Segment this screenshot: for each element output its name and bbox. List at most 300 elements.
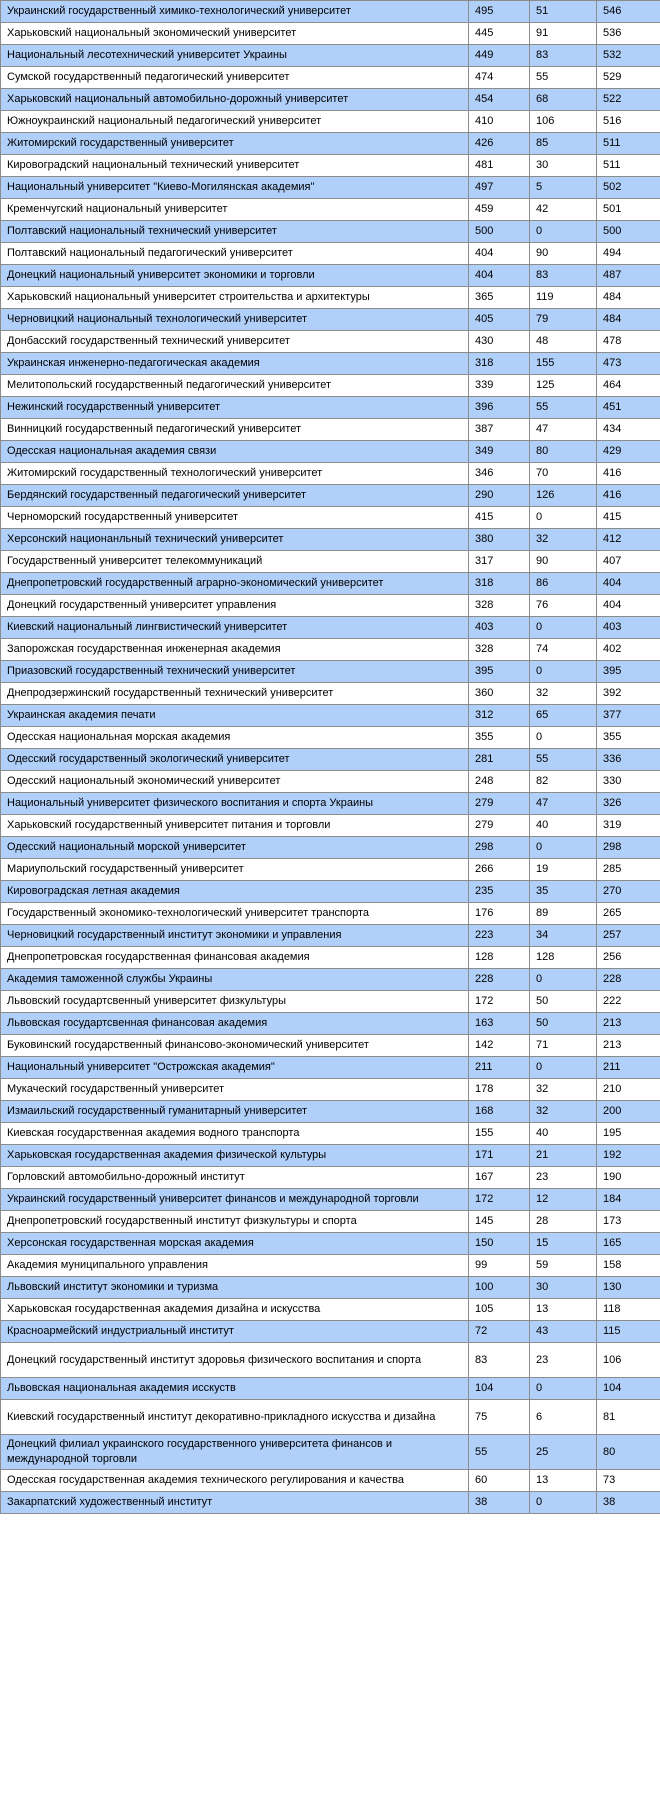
value-a-cell: 83 (469, 1343, 530, 1378)
table-row (1, 67, 660, 89)
total-cell: 511 (597, 133, 660, 155)
value-a-cell: 387 (469, 419, 530, 441)
value-b-cell: 0 (530, 221, 597, 243)
table-row (1, 1299, 660, 1321)
value-b-cell: 85 (530, 133, 597, 155)
value-a-cell: 55 (469, 1435, 530, 1470)
total-cell: 213 (597, 1013, 660, 1035)
university-name-cell: Одесская государственная академия технического регулирования и качества (1, 1470, 469, 1492)
value-a-cell: 318 (469, 353, 530, 375)
value-a-cell: 167 (469, 1167, 530, 1189)
table-row (1, 309, 660, 331)
table-row (1, 661, 660, 683)
table-row (1, 221, 660, 243)
value-b-cell: 0 (530, 1378, 597, 1400)
total-cell: 501 (597, 199, 660, 221)
university-name-cell: Полтавский национальный педагогический университет (1, 243, 469, 265)
value-b-cell: 106 (530, 111, 597, 133)
university-name-cell: Академия муниципального управления (1, 1255, 469, 1277)
value-a-cell: 105 (469, 1299, 530, 1321)
university-name-cell: Черновицкий национальный технологический университет (1, 309, 469, 331)
total-cell: 298 (597, 837, 660, 859)
university-name-cell: Южноукраинский национальный педагогический университет (1, 111, 469, 133)
value-b-cell: 89 (530, 903, 597, 925)
table-row (1, 815, 660, 837)
university-name-cell: Государственный университет телекоммуникаций (1, 551, 469, 573)
university-name-cell: Херсонская государственная морская академия (1, 1233, 469, 1255)
table-row (1, 1435, 660, 1470)
total-cell: 38 (597, 1492, 660, 1514)
total-cell: 285 (597, 859, 660, 881)
university-name-cell: Запорожская государственная инженерная академия (1, 639, 469, 661)
value-a-cell: 312 (469, 705, 530, 727)
table-row (1, 1101, 660, 1123)
value-b-cell: 35 (530, 881, 597, 903)
total-cell: 256 (597, 947, 660, 969)
value-a-cell: 155 (469, 1123, 530, 1145)
value-b-cell: 42 (530, 199, 597, 221)
value-a-cell: 248 (469, 771, 530, 793)
total-cell: 392 (597, 683, 660, 705)
table-row (1, 1211, 660, 1233)
value-a-cell: 290 (469, 485, 530, 507)
value-a-cell: 75 (469, 1400, 530, 1435)
value-b-cell: 0 (530, 1492, 597, 1514)
total-cell: 319 (597, 815, 660, 837)
university-name-cell: Донецкий государственный университет управления (1, 595, 469, 617)
university-name-cell: Киевский государственный институт декоративно-прикладного искусства и дизайна (1, 1400, 469, 1435)
total-cell: 165 (597, 1233, 660, 1255)
table-row (1, 155, 660, 177)
value-b-cell: 5 (530, 177, 597, 199)
total-cell: 402 (597, 639, 660, 661)
value-b-cell: 32 (530, 529, 597, 551)
table-row (1, 947, 660, 969)
total-cell: 265 (597, 903, 660, 925)
table-row (1, 375, 660, 397)
total-cell: 73 (597, 1470, 660, 1492)
value-b-cell: 125 (530, 375, 597, 397)
university-name-cell: Одесская национальная морская академия (1, 727, 469, 749)
total-cell: 532 (597, 45, 660, 67)
university-name-cell: Харьковская государственная академия физической культуры (1, 1145, 469, 1167)
value-a-cell: 211 (469, 1057, 530, 1079)
value-a-cell: 266 (469, 859, 530, 881)
university-name-cell: Государственный экономико-технологический университет транспорта (1, 903, 469, 925)
value-a-cell: 38 (469, 1492, 530, 1514)
table-row (1, 1400, 660, 1435)
total-cell: 478 (597, 331, 660, 353)
total-cell: 355 (597, 727, 660, 749)
total-cell: 473 (597, 353, 660, 375)
total-cell: 330 (597, 771, 660, 793)
university-name-cell: Одесский национальный морской университет (1, 837, 469, 859)
total-cell: 158 (597, 1255, 660, 1277)
table-row (1, 1233, 660, 1255)
value-b-cell: 47 (530, 419, 597, 441)
university-name-cell: Житомирский государственный технологический университет (1, 463, 469, 485)
university-name-cell: Кировоградский национальный технический университет (1, 155, 469, 177)
value-b-cell: 0 (530, 507, 597, 529)
table-row (1, 1343, 660, 1378)
value-a-cell: 172 (469, 991, 530, 1013)
value-a-cell: 500 (469, 221, 530, 243)
total-cell: 213 (597, 1035, 660, 1057)
table-row (1, 287, 660, 309)
university-name-cell: Закарпатский художественный институт (1, 1492, 469, 1514)
value-b-cell: 59 (530, 1255, 597, 1277)
value-a-cell: 481 (469, 155, 530, 177)
table-row (1, 727, 660, 749)
value-a-cell: 145 (469, 1211, 530, 1233)
total-cell: 326 (597, 793, 660, 815)
table-row (1, 639, 660, 661)
table-row (1, 793, 660, 815)
value-a-cell: 228 (469, 969, 530, 991)
value-b-cell: 12 (530, 1189, 597, 1211)
value-b-cell: 71 (530, 1035, 597, 1057)
value-a-cell: 60 (469, 1470, 530, 1492)
value-b-cell: 82 (530, 771, 597, 793)
total-cell: 270 (597, 881, 660, 903)
table-row (1, 485, 660, 507)
table-row (1, 969, 660, 991)
value-a-cell: 99 (469, 1255, 530, 1277)
value-a-cell: 328 (469, 639, 530, 661)
total-cell: 484 (597, 309, 660, 331)
table-row (1, 1057, 660, 1079)
total-cell: 200 (597, 1101, 660, 1123)
total-cell: 190 (597, 1167, 660, 1189)
university-name-cell: Национальный университет "Острожская академия" (1, 1057, 469, 1079)
ranking-table-body (1, 1, 660, 1514)
value-b-cell: 23 (530, 1167, 597, 1189)
value-b-cell: 65 (530, 705, 597, 727)
table-row (1, 991, 660, 1013)
university-name-cell: Мукаческий государственный университет (1, 1079, 469, 1101)
value-a-cell: 454 (469, 89, 530, 111)
table-row (1, 265, 660, 287)
value-b-cell: 128 (530, 947, 597, 969)
table-row (1, 1013, 660, 1035)
value-a-cell: 328 (469, 595, 530, 617)
value-b-cell: 91 (530, 23, 597, 45)
value-b-cell: 55 (530, 749, 597, 771)
table-row (1, 353, 660, 375)
university-name-cell: Львовская национальная академия исскуств (1, 1378, 469, 1400)
total-cell: 104 (597, 1378, 660, 1400)
value-a-cell: 176 (469, 903, 530, 925)
university-name-cell: Буковинский государственный финансово-экономический университет (1, 1035, 469, 1057)
value-a-cell: 430 (469, 331, 530, 353)
university-name-cell: Днепропетровский государственный институт физкультуры и спорта (1, 1211, 469, 1233)
university-name-cell: Херсонский национанльный технический университет (1, 529, 469, 551)
value-a-cell: 395 (469, 661, 530, 683)
value-a-cell: 497 (469, 177, 530, 199)
value-b-cell: 50 (530, 991, 597, 1013)
table-row (1, 133, 660, 155)
value-a-cell: 346 (469, 463, 530, 485)
university-name-cell: Одесская национальная академия связи (1, 441, 469, 463)
university-name-cell: Харьковский национальный университет строительства и архитектуры (1, 287, 469, 309)
table-row (1, 89, 660, 111)
total-cell: 184 (597, 1189, 660, 1211)
total-cell: 80 (597, 1435, 660, 1470)
value-b-cell: 32 (530, 683, 597, 705)
university-name-cell: Красноармейский индустриальный институт (1, 1321, 469, 1343)
value-b-cell: 74 (530, 639, 597, 661)
university-name-cell: Донбасский государственный технический университет (1, 331, 469, 353)
total-cell: 546 (597, 1, 660, 23)
university-name-cell: Бердянский государственный педагогический университет (1, 485, 469, 507)
table-row (1, 573, 660, 595)
total-cell: 416 (597, 485, 660, 507)
university-name-cell: Львовский институт экономики и туризма (1, 1277, 469, 1299)
total-cell: 412 (597, 529, 660, 551)
table-row (1, 45, 660, 67)
value-b-cell: 30 (530, 155, 597, 177)
value-b-cell: 50 (530, 1013, 597, 1035)
table-row (1, 1492, 660, 1514)
value-b-cell: 19 (530, 859, 597, 881)
table-row (1, 617, 660, 639)
value-b-cell: 0 (530, 617, 597, 639)
university-name-cell: Львовский государтсвенный университет физкультуры (1, 991, 469, 1013)
university-name-cell: Горловский автомобильно-дорожный институт (1, 1167, 469, 1189)
table-row (1, 903, 660, 925)
total-cell: 522 (597, 89, 660, 111)
value-b-cell: 76 (530, 595, 597, 617)
table-row (1, 595, 660, 617)
value-a-cell: 100 (469, 1277, 530, 1299)
table-row (1, 771, 660, 793)
university-name-cell: Харьковская государственная академия дизайна и искусства (1, 1299, 469, 1321)
value-b-cell: 32 (530, 1101, 597, 1123)
table-row (1, 683, 660, 705)
university-name-cell: Сумской государственный педагогический университет (1, 67, 469, 89)
total-cell: 407 (597, 551, 660, 573)
value-a-cell: 459 (469, 199, 530, 221)
total-cell: 536 (597, 23, 660, 45)
value-a-cell: 380 (469, 529, 530, 551)
value-b-cell: 55 (530, 397, 597, 419)
table-row (1, 1189, 660, 1211)
total-cell: 211 (597, 1057, 660, 1079)
total-cell: 130 (597, 1277, 660, 1299)
university-name-cell: Днепродзержинский государственный технический университет (1, 683, 469, 705)
total-cell: 336 (597, 749, 660, 771)
table-row (1, 1, 660, 23)
university-name-cell: Мариупольский государственный университет (1, 859, 469, 881)
table-row (1, 397, 660, 419)
university-name-cell: Измаильский государственный гуманитарный университет (1, 1101, 469, 1123)
university-name-cell: Одесский национальный экономический университет (1, 771, 469, 793)
value-b-cell: 21 (530, 1145, 597, 1167)
table-row (1, 463, 660, 485)
value-b-cell: 32 (530, 1079, 597, 1101)
value-b-cell: 68 (530, 89, 597, 111)
total-cell: 115 (597, 1321, 660, 1343)
table-row (1, 529, 660, 551)
total-cell: 484 (597, 287, 660, 309)
value-a-cell: 445 (469, 23, 530, 45)
university-name-cell: Днепропетровский государственный аграрно-экономический университет (1, 573, 469, 595)
table-row (1, 1035, 660, 1057)
total-cell: 464 (597, 375, 660, 397)
value-b-cell: 6 (530, 1400, 597, 1435)
total-cell: 395 (597, 661, 660, 683)
table-row (1, 243, 660, 265)
university-name-cell: Кременчугский национальный университет (1, 199, 469, 221)
value-a-cell: 150 (469, 1233, 530, 1255)
university-name-cell: Национальный университет физического воспитания и спорта Украины (1, 793, 469, 815)
total-cell: 529 (597, 67, 660, 89)
table-row (1, 551, 660, 573)
value-a-cell: 171 (469, 1145, 530, 1167)
value-b-cell: 25 (530, 1435, 597, 1470)
value-a-cell: 365 (469, 287, 530, 309)
university-name-cell: Харьковский национальный автомобильно-дорожный университет (1, 89, 469, 111)
value-a-cell: 474 (469, 67, 530, 89)
value-b-cell: 86 (530, 573, 597, 595)
university-name-cell: Академия таможенной службы Украины (1, 969, 469, 991)
university-name-cell: Житомирский государственный университет (1, 133, 469, 155)
value-a-cell: 403 (469, 617, 530, 639)
table-row (1, 23, 660, 45)
value-b-cell: 40 (530, 815, 597, 837)
value-b-cell: 40 (530, 1123, 597, 1145)
total-cell: 210 (597, 1079, 660, 1101)
total-cell: 429 (597, 441, 660, 463)
total-cell: 257 (597, 925, 660, 947)
table-row (1, 1255, 660, 1277)
table-row (1, 881, 660, 903)
university-name-cell: Харьковский национальный экономический университет (1, 23, 469, 45)
table-row (1, 199, 660, 221)
value-b-cell: 48 (530, 331, 597, 353)
university-name-cell: Украинская инженерно-педагогическая академия (1, 353, 469, 375)
value-b-cell: 28 (530, 1211, 597, 1233)
value-b-cell: 43 (530, 1321, 597, 1343)
table-row (1, 837, 660, 859)
value-b-cell: 0 (530, 969, 597, 991)
table-row (1, 111, 660, 133)
total-cell: 228 (597, 969, 660, 991)
value-a-cell: 495 (469, 1, 530, 23)
university-name-cell: Полтавский национальный технический университет (1, 221, 469, 243)
total-cell: 192 (597, 1145, 660, 1167)
value-b-cell: 15 (530, 1233, 597, 1255)
value-a-cell: 317 (469, 551, 530, 573)
value-a-cell: 142 (469, 1035, 530, 1057)
value-b-cell: 90 (530, 551, 597, 573)
value-a-cell: 360 (469, 683, 530, 705)
value-b-cell: 80 (530, 441, 597, 463)
university-name-cell: Кировоградская летная академия (1, 881, 469, 903)
total-cell: 500 (597, 221, 660, 243)
value-b-cell: 126 (530, 485, 597, 507)
value-a-cell: 279 (469, 793, 530, 815)
value-a-cell: 405 (469, 309, 530, 331)
table-row (1, 1167, 660, 1189)
table-row (1, 1470, 660, 1492)
university-name-cell: Винницкий государственный педагогический университет (1, 419, 469, 441)
value-a-cell: 349 (469, 441, 530, 463)
value-a-cell: 104 (469, 1378, 530, 1400)
table-row (1, 419, 660, 441)
table-row (1, 1321, 660, 1343)
value-b-cell: 13 (530, 1299, 597, 1321)
table-row (1, 1123, 660, 1145)
university-name-cell: Мелитопольский государственный педагогический университет (1, 375, 469, 397)
university-name-cell: Национальный университет "Киево-Могилянская академия" (1, 177, 469, 199)
value-a-cell: 355 (469, 727, 530, 749)
table-row (1, 1378, 660, 1400)
total-cell: 195 (597, 1123, 660, 1145)
total-cell: 404 (597, 595, 660, 617)
university-name-cell: Национальный лесотехнический университет Украины (1, 45, 469, 67)
value-b-cell: 0 (530, 837, 597, 859)
university-name-cell: Черновицкий государственный институт экономики и управления (1, 925, 469, 947)
table-row (1, 441, 660, 463)
value-a-cell: 449 (469, 45, 530, 67)
value-a-cell: 415 (469, 507, 530, 529)
value-b-cell: 13 (530, 1470, 597, 1492)
value-a-cell: 168 (469, 1101, 530, 1123)
value-b-cell: 119 (530, 287, 597, 309)
value-a-cell: 298 (469, 837, 530, 859)
university-name-cell: Черноморский государственный университет (1, 507, 469, 529)
value-a-cell: 72 (469, 1321, 530, 1343)
table-row (1, 749, 660, 771)
table-row (1, 859, 660, 881)
university-name-cell: Донецкий национальный университет экономики и торговли (1, 265, 469, 287)
university-name-cell: Киевский национальный лингвистический университет (1, 617, 469, 639)
university-name-cell: Днепропетровская государственная финансовая академия (1, 947, 469, 969)
table-row (1, 507, 660, 529)
value-b-cell: 34 (530, 925, 597, 947)
total-cell: 511 (597, 155, 660, 177)
total-cell: 451 (597, 397, 660, 419)
table-row (1, 177, 660, 199)
value-a-cell: 163 (469, 1013, 530, 1035)
value-a-cell: 128 (469, 947, 530, 969)
value-a-cell: 279 (469, 815, 530, 837)
university-name-cell: Киевская государственная академия водного транспорта (1, 1123, 469, 1145)
university-name-cell: Одесский государственный экологический университет (1, 749, 469, 771)
value-b-cell: 155 (530, 353, 597, 375)
university-name-cell: Харьковский государственный университет питания и торговли (1, 815, 469, 837)
total-cell: 434 (597, 419, 660, 441)
total-cell: 106 (597, 1343, 660, 1378)
value-a-cell: 426 (469, 133, 530, 155)
total-cell: 516 (597, 111, 660, 133)
total-cell: 81 (597, 1400, 660, 1435)
total-cell: 487 (597, 265, 660, 287)
value-a-cell: 396 (469, 397, 530, 419)
value-a-cell: 318 (469, 573, 530, 595)
total-cell: 404 (597, 573, 660, 595)
value-a-cell: 178 (469, 1079, 530, 1101)
table-row (1, 705, 660, 727)
total-cell: 494 (597, 243, 660, 265)
total-cell: 415 (597, 507, 660, 529)
value-a-cell: 404 (469, 243, 530, 265)
university-name-cell: Нежинский государственный университет (1, 397, 469, 419)
university-name-cell: Украинская академия печати (1, 705, 469, 727)
value-b-cell: 83 (530, 45, 597, 67)
value-b-cell: 83 (530, 265, 597, 287)
